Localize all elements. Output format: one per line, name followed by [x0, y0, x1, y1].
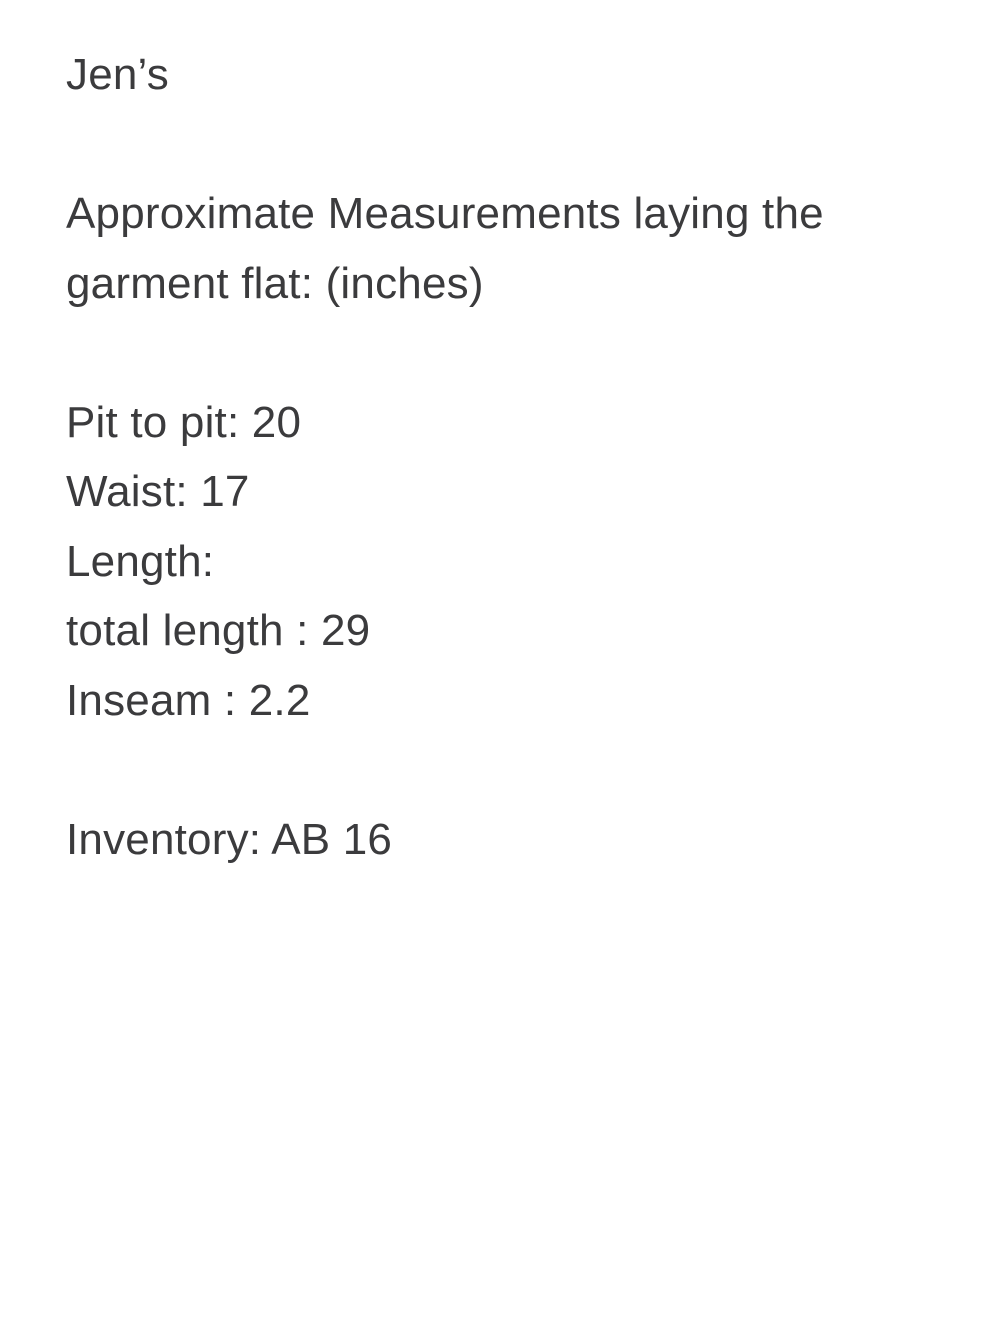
- measurement-inseam: Inseam : 2.2: [66, 675, 311, 725]
- blank-line: [66, 110, 966, 180]
- measurement-total-length: total length : 29: [66, 606, 371, 655]
- heading-line-1: Approximate Measurements laying the: [66, 189, 824, 238]
- measurement-length: Length:: [66, 536, 215, 586]
- blank-line: [66, 735, 966, 805]
- note-title: Jen’s: [66, 50, 169, 99]
- blank-line: [66, 318, 966, 388]
- inventory-line: Inventory: AB 16: [66, 814, 393, 864]
- note-body[interactable]: [66, 40, 966, 874]
- measurement-pit-to-pit: Pit to pit: 20: [66, 397, 302, 447]
- measurement-waist: Waist: 17: [66, 467, 250, 516]
- heading-line-2: garment flat: (inches): [66, 258, 484, 308]
